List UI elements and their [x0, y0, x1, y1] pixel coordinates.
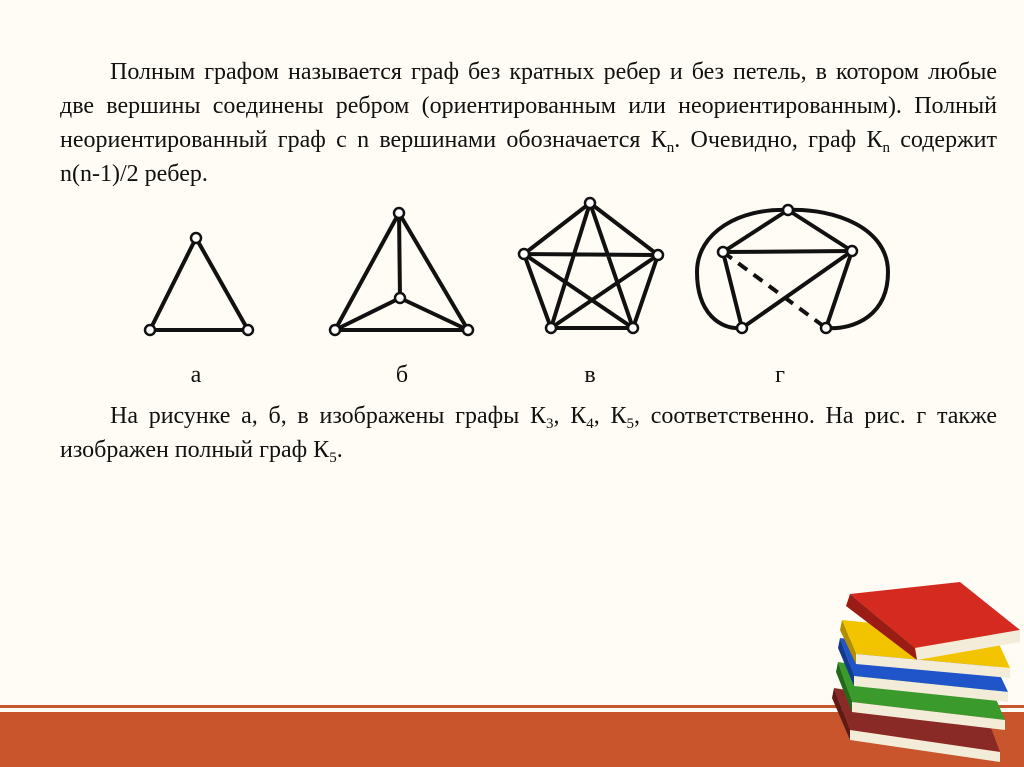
caption-v: в — [584, 362, 596, 388]
k5-node — [653, 250, 663, 260]
subscript-5-a: 5 — [626, 416, 634, 432]
figure-description-paragraph — [60, 399, 997, 467]
definition-text-2: . Очевидно, граф К — [674, 127, 883, 153]
k5-node — [519, 249, 529, 259]
k5-alt-edge — [826, 251, 852, 328]
subscript-3: 3 — [546, 416, 554, 432]
k3-node — [243, 325, 253, 335]
definition-paragraph — [60, 55, 997, 191]
books-stack-icon — [820, 580, 1024, 767]
k5-node — [628, 323, 638, 333]
subscript-n-2: n — [882, 140, 890, 156]
caption-g: г — [775, 362, 785, 388]
k5-node — [585, 198, 595, 208]
graph-k3 — [145, 233, 253, 335]
caption-a: а — [190, 362, 202, 388]
figure-text-2: , К — [553, 403, 587, 429]
k3-node — [191, 233, 201, 243]
k4-edge — [399, 213, 400, 298]
k3-node — [145, 325, 155, 335]
subscript-n-1: n — [666, 140, 675, 156]
graph-figures — [0, 195, 1024, 345]
k4-node — [394, 208, 404, 218]
k5-alt-edge — [723, 251, 852, 252]
k4-node — [463, 325, 473, 335]
graph-k5 — [519, 198, 663, 333]
k3-edges — [150, 238, 248, 330]
figure-text-4: , соответственно. На рис. г также изображен полный граф К — [60, 403, 998, 463]
figure-text-1: На рисунке а, б, в изображены графы К — [110, 403, 547, 429]
subscript-4: 4 — [586, 416, 594, 432]
k5-alt-node — [847, 246, 857, 256]
definition-text-3: содержит n(n-1)/2 ребер. — [60, 127, 998, 187]
k5-node — [546, 323, 556, 333]
k5-alt-arc-left — [697, 210, 788, 328]
figure-text-5: . — [336, 437, 343, 463]
figure-text-3: , К — [593, 403, 627, 429]
k5-alt-node — [821, 323, 831, 333]
caption-b: б — [395, 362, 409, 388]
k5-alt-edge — [742, 251, 852, 328]
k5-alt-node — [718, 247, 728, 257]
definition-text-1: Полным графом называется граф без кратных ребер и без петель, в котором любые две вершины соединены ребром (ориентированным или неориентированным). Полный неориентированный граф с n вершинами обозначается К — [60, 59, 997, 153]
k5-alt-node — [783, 205, 793, 215]
subscript-5-b: 5 — [329, 450, 337, 466]
k5-alt-edge — [723, 210, 788, 252]
k4-node — [395, 293, 405, 303]
k4-node — [330, 325, 340, 335]
k5-alt-node — [737, 323, 747, 333]
graph-k5-alt — [697, 205, 888, 333]
graph-k4 — [330, 208, 473, 335]
